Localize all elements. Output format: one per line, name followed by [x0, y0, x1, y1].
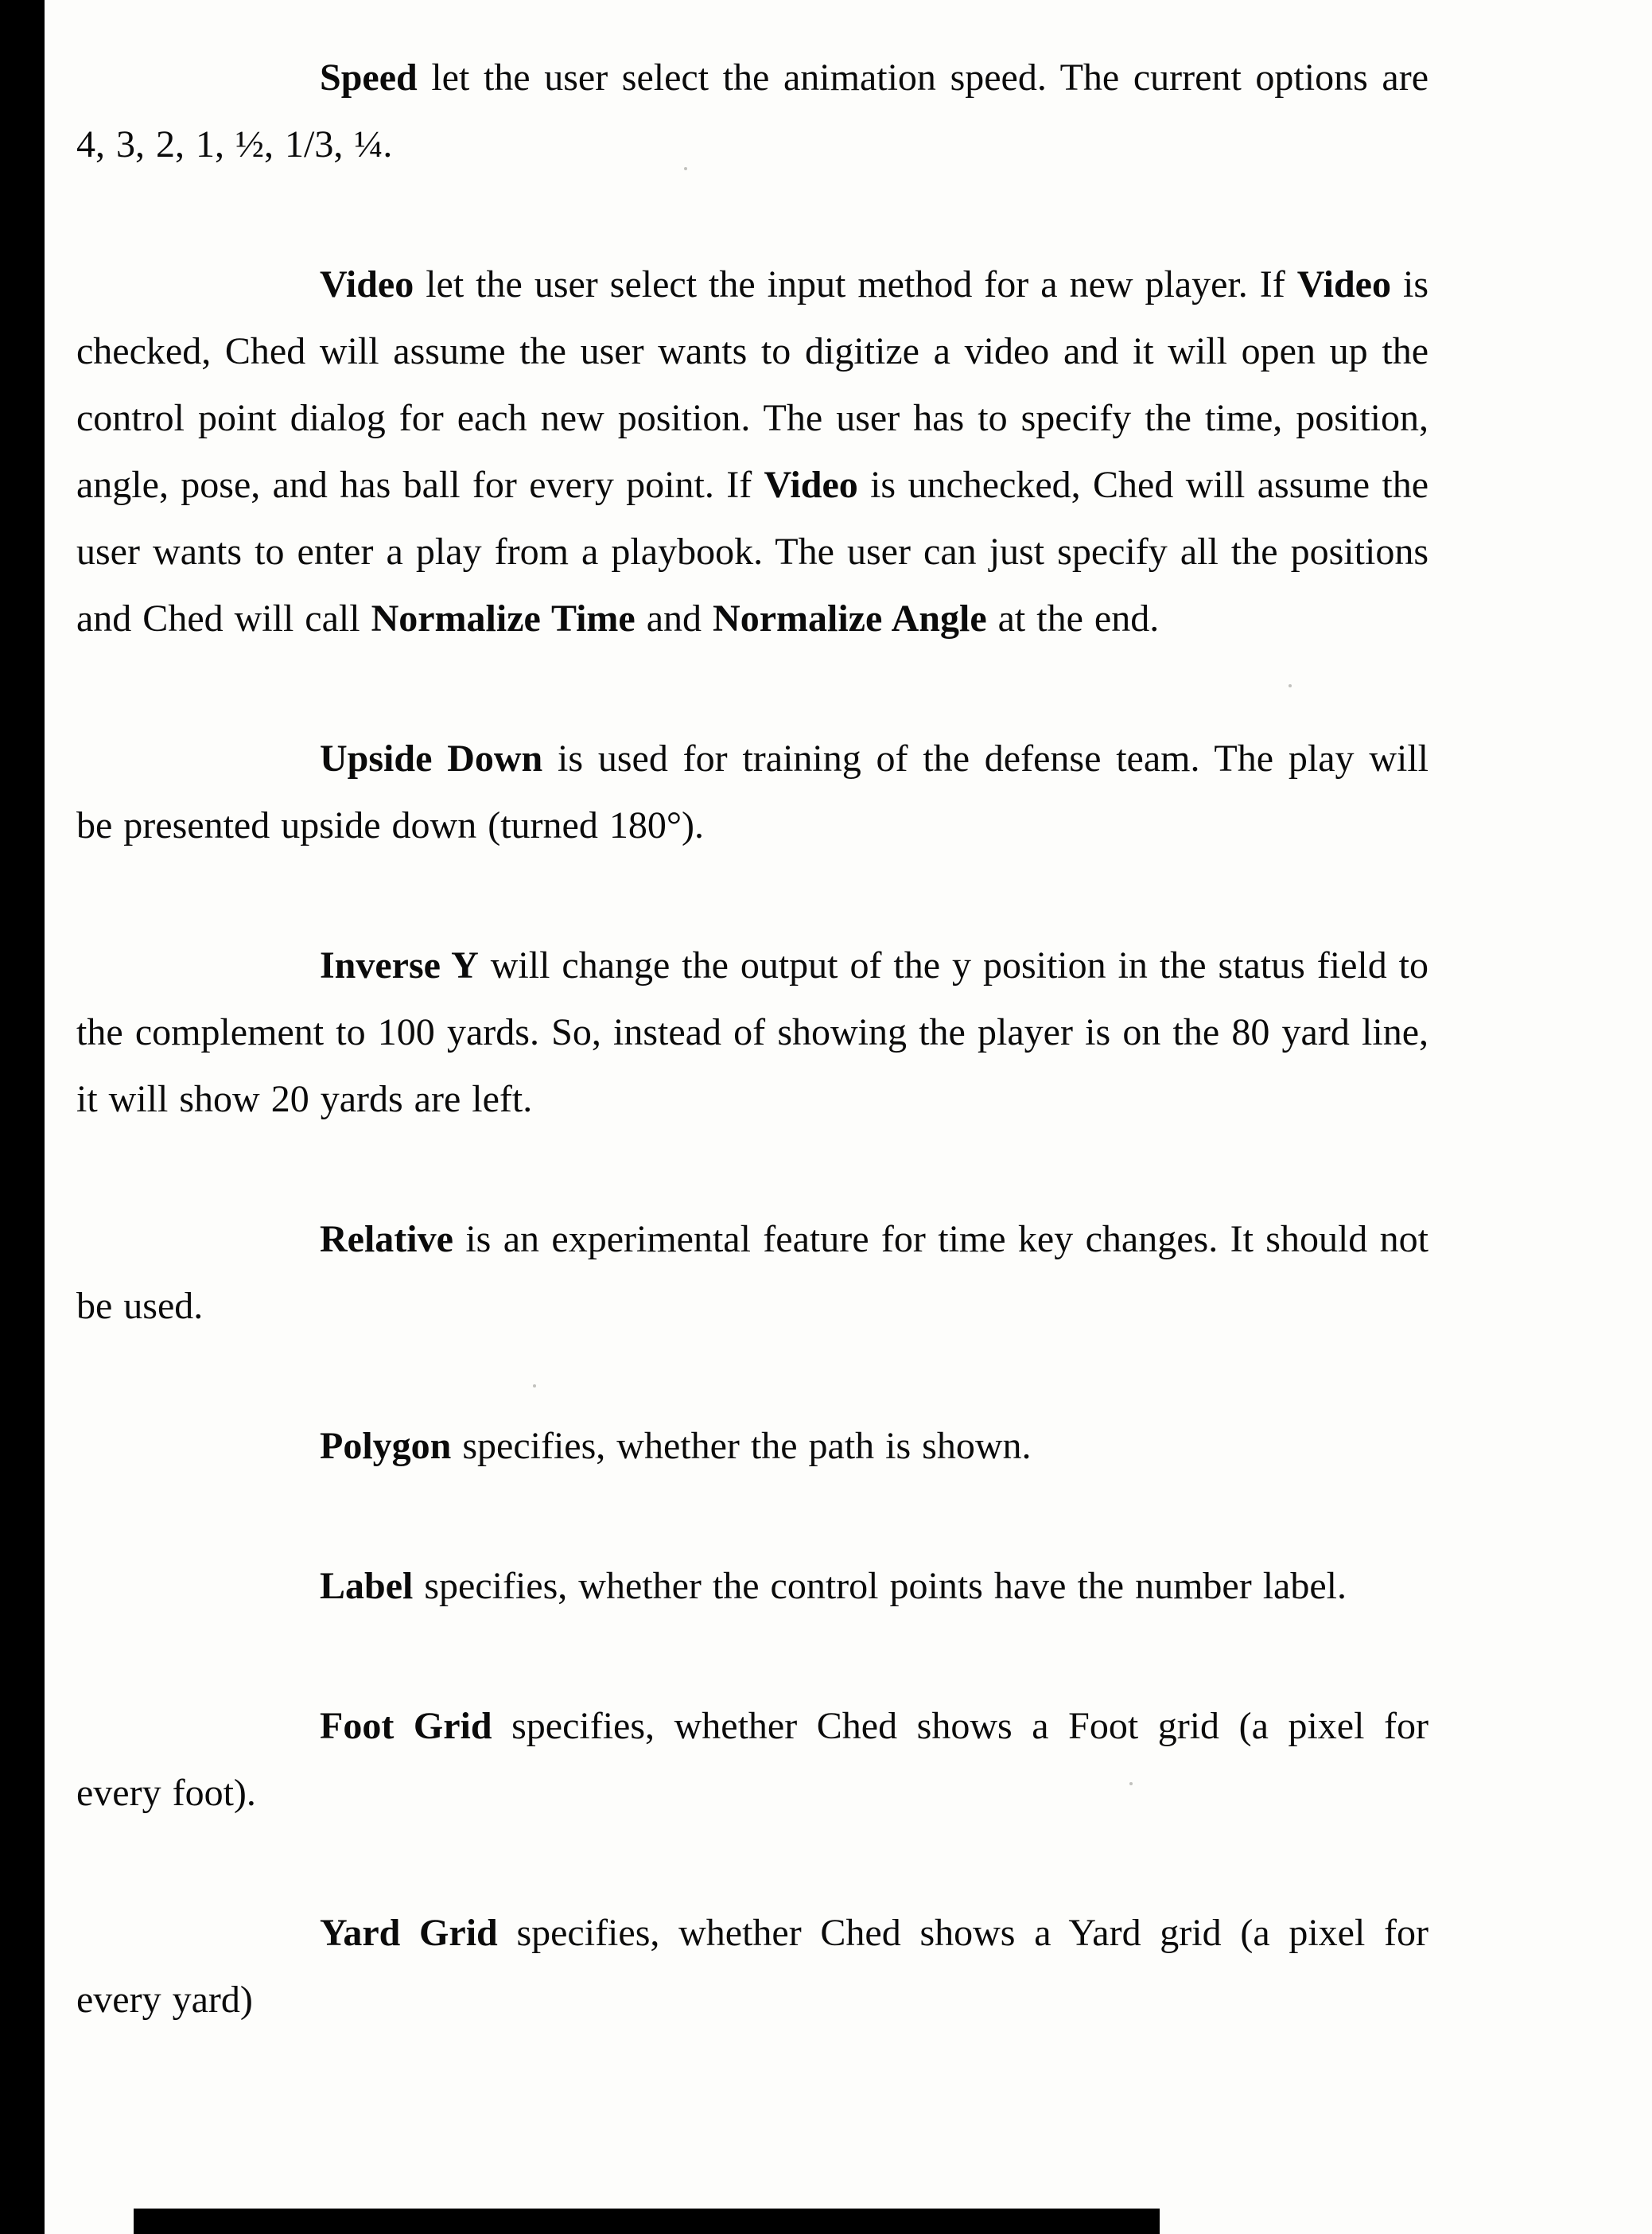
bold-term: Normalize Time	[371, 597, 636, 640]
text-run: is an experimental feature for time key changes. It should not be used.	[76, 1218, 1428, 1327]
bold-term: Video	[1296, 263, 1391, 306]
bold-term: Video	[320, 263, 414, 306]
text-run: and	[635, 597, 713, 640]
page-text-content	[76, 45, 1428, 2107]
video-option-paragraph	[76, 251, 1428, 652]
text-run: specifies, whether Ched shows a Yard grid (a pixel for every yard)	[76, 1912, 1429, 2021]
scan-bottom-edge-bar	[134, 2209, 1160, 2234]
bold-term: Video	[764, 464, 858, 506]
bold-term: Normalize Angle	[713, 597, 987, 640]
bold-term: Label	[320, 1565, 414, 1607]
speed-option-paragraph	[76, 45, 1428, 178]
text-run: specifies, whether the control points have the number label.	[413, 1565, 1347, 1607]
text-run: will change the output of the y position in the status field to the complement to 100 yards. So, instead of showing the player is on the 80 yard line, it will show 20 yards are left.	[76, 944, 1428, 1120]
scan-speckle	[684, 167, 687, 170]
text-run: specifies, whether Ched shows a Foot grid (a pixel for every foot).	[76, 1705, 1428, 1814]
bold-term: Yard Grid	[320, 1912, 498, 1954]
bold-term: Foot Grid	[320, 1705, 492, 1747]
label-option-paragraph	[76, 1553, 1428, 1620]
relative-option-paragraph	[76, 1206, 1428, 1340]
yard-grid-option-paragraph	[76, 1900, 1428, 2034]
text-run: specifies, whether the path is shown.	[451, 1425, 1032, 1467]
bold-term: Polygon	[320, 1425, 452, 1467]
text-run: let the user select the animation speed. The current options are 4, 3, 2, 1, ½, 1/3, ¼.	[76, 56, 1428, 165]
text-run: is unchecked, Ched will assume the user wants to enter a play from a playbook. The user can just specify all the positions and Ched will call	[76, 464, 1429, 640]
scan-left-edge-bar	[0, 0, 45, 2234]
text-run: is used for training of the defense team. The play will be presented upside down (turned 180°).	[76, 738, 1428, 847]
bold-term: Upside Down	[320, 738, 543, 780]
foot-grid-option-paragraph	[76, 1693, 1428, 1827]
bold-term: Speed	[320, 56, 418, 99]
text-run: is checked, Ched will assume the user wants to digitize a video and it will open up the control point dialog for each new position. The user has to specify the time, position, angle, pose, and has ball for every point. If	[76, 263, 1428, 506]
text-run: let the user select the input method for a new player. If	[414, 263, 1297, 306]
bold-term: Inverse Y	[320, 944, 479, 987]
bold-term: Relative	[320, 1218, 453, 1260]
upside-down-option-paragraph	[76, 726, 1428, 859]
scan-speckle	[1289, 684, 1292, 687]
scan-speckle	[533, 1384, 536, 1387]
text-run: at the end.	[986, 597, 1160, 640]
polygon-option-paragraph	[76, 1413, 1428, 1480]
scan-speckle	[1129, 1782, 1133, 1785]
inverse-y-option-paragraph	[76, 932, 1428, 1133]
